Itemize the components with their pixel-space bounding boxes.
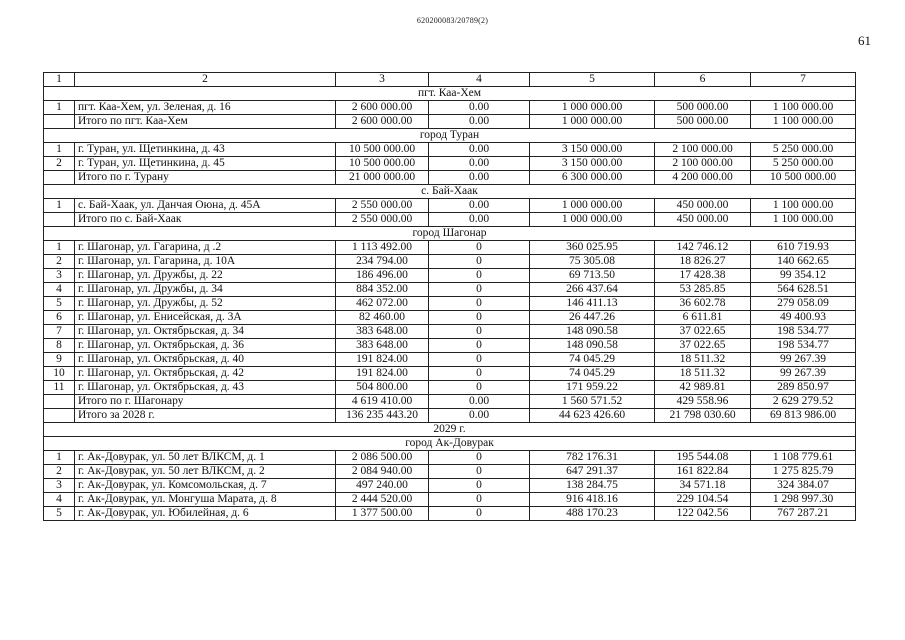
row-number-cell: 1 xyxy=(44,451,75,465)
col3-cell: 1 113 492.00 xyxy=(336,241,429,255)
header-cell: 1 xyxy=(44,73,75,87)
col6-cell: 18 511.32 xyxy=(655,367,751,381)
col3-cell: 497 240.00 xyxy=(336,479,429,493)
table-row xyxy=(44,367,856,381)
col5-cell: 916 418.16 xyxy=(530,493,655,507)
col6-cell: 53 285.85 xyxy=(655,283,751,297)
table-row xyxy=(44,283,856,297)
col4-cell: 0 xyxy=(429,381,530,395)
row-number-cell: 7 xyxy=(44,325,75,339)
table-row xyxy=(44,311,856,325)
col7-cell: 289 850.97 xyxy=(751,381,856,395)
col5-cell: 360 025.95 xyxy=(530,241,655,255)
table-row xyxy=(44,479,856,493)
table-row xyxy=(44,381,856,395)
row-number-cell: 11 xyxy=(44,381,75,395)
address-cell: г. Ак-Довурак, ул. Юбилейная, д. 6 xyxy=(75,507,336,521)
col7-cell: 564 628.51 xyxy=(751,283,856,297)
col6-cell: 195 544.08 xyxy=(655,451,751,465)
col3-cell: 136 235 443.20 xyxy=(336,409,429,423)
address-cell: г. Шагонар, ул. Гагарина, д. 10А xyxy=(75,255,336,269)
row-number-cell: 2 xyxy=(44,465,75,479)
section-row xyxy=(44,87,856,101)
col7-cell: 767 287.21 xyxy=(751,507,856,521)
address-cell: г. Туран, ул. Щетинкина, д. 45 xyxy=(75,157,336,171)
col4-cell: 0 xyxy=(429,241,530,255)
page-number: 61 xyxy=(858,33,871,48)
col6-cell: 2 100 000.00 xyxy=(655,157,751,171)
address-cell: Итого по г. Турану xyxy=(75,171,336,185)
address-cell: г. Шагонар, ул. Октябрьская, д. 42 xyxy=(75,367,336,381)
row-number-cell: 4 xyxy=(44,283,75,297)
col7-cell: 1 298 997.30 xyxy=(751,493,856,507)
col3-cell: 4 619 410.00 xyxy=(336,395,429,409)
address-cell: г. Шагонар, ул. Дружбы, д. 22 xyxy=(75,269,336,283)
row-number-cell xyxy=(44,171,75,185)
col7-cell: 99 267.39 xyxy=(751,353,856,367)
col6-cell: 4 200 000.00 xyxy=(655,171,751,185)
row-number-cell: 1 xyxy=(44,101,75,115)
section-title: город Ак-Довурак xyxy=(44,437,856,451)
col3-cell: 462 072.00 xyxy=(336,297,429,311)
col3-cell: 504 800.00 xyxy=(336,381,429,395)
section-title: пгт. Каа-Хем xyxy=(44,87,856,101)
col5-cell: 1 560 571.52 xyxy=(530,395,655,409)
col6-cell: 500 000.00 xyxy=(655,101,751,115)
col3-cell: 10 500 000.00 xyxy=(336,157,429,171)
table-row xyxy=(44,241,856,255)
address-cell: Итого по пгт. Каа-Хем xyxy=(75,115,336,129)
col5-cell: 3 150 000.00 xyxy=(530,157,655,171)
col3-cell: 82 460.00 xyxy=(336,311,429,325)
col5-cell: 148 090.58 xyxy=(530,339,655,353)
table-row xyxy=(44,171,856,185)
col7-cell: 5 250 000.00 xyxy=(751,143,856,157)
col3-cell: 2 444 520.00 xyxy=(336,493,429,507)
col7-cell: 198 534.77 xyxy=(751,325,856,339)
header-cell: 4 xyxy=(429,73,530,87)
table-row xyxy=(44,409,856,423)
col5-cell: 146 411.13 xyxy=(530,297,655,311)
table-row xyxy=(44,339,856,353)
col6-cell: 2 100 000.00 xyxy=(655,143,751,157)
col5-cell: 6 300 000.00 xyxy=(530,171,655,185)
col3-cell: 2 550 000.00 xyxy=(336,213,429,227)
col3-cell: 383 648.00 xyxy=(336,339,429,353)
address-cell: г. Шагонар, ул. Октябрьская, д. 36 xyxy=(75,339,336,353)
col5-cell: 74 045.29 xyxy=(530,367,655,381)
table-row xyxy=(44,493,856,507)
address-cell: г. Шагонар, ул. Гагарина, д .2 xyxy=(75,241,336,255)
address-cell: г. Шагонар, ул. Октябрьская, д. 34 xyxy=(75,325,336,339)
col6-cell: 37 022.65 xyxy=(655,325,751,339)
table-row xyxy=(44,143,856,157)
col3-cell: 383 648.00 xyxy=(336,325,429,339)
col6-cell: 34 571.18 xyxy=(655,479,751,493)
col3-cell: 1 377 500.00 xyxy=(336,507,429,521)
col4-cell: 0.00 xyxy=(429,143,530,157)
col7-cell: 10 500 000.00 xyxy=(751,171,856,185)
col6-cell: 142 746.12 xyxy=(655,241,751,255)
table-row xyxy=(44,507,856,521)
address-cell: пгт. Каа-Хем, ул. Зеленая, д. 16 xyxy=(75,101,336,115)
col6-cell: 229 104.54 xyxy=(655,493,751,507)
row-number-cell: 9 xyxy=(44,353,75,367)
address-cell: г. Шагонар, ул. Октябрьская, д. 43 xyxy=(75,381,336,395)
col7-cell: 69 813 986.00 xyxy=(751,409,856,423)
section-title: 2029 г. xyxy=(44,423,856,437)
row-number-cell: 6 xyxy=(44,311,75,325)
table-row xyxy=(44,353,856,367)
col5-cell: 1 000 000.00 xyxy=(530,199,655,213)
col7-cell: 2 629 279.52 xyxy=(751,395,856,409)
col3-cell: 21 000 000.00 xyxy=(336,171,429,185)
col5-cell: 74 045.29 xyxy=(530,353,655,367)
data-table xyxy=(43,72,856,521)
col4-cell: 0 xyxy=(429,353,530,367)
col7-cell: 140 662.65 xyxy=(751,255,856,269)
col3-cell: 2 084 940.00 xyxy=(336,465,429,479)
col7-cell: 49 400.93 xyxy=(751,311,856,325)
col6-cell: 161 822.84 xyxy=(655,465,751,479)
row-number-cell: 10 xyxy=(44,367,75,381)
address-cell: г. Шагонар, ул. Енисейская, д. 3А xyxy=(75,311,336,325)
col3-cell: 2 600 000.00 xyxy=(336,115,429,129)
col7-cell: 1 275 825.79 xyxy=(751,465,856,479)
col4-cell: 0.00 xyxy=(429,213,530,227)
row-number-cell: 3 xyxy=(44,269,75,283)
header-cell: 2 xyxy=(75,73,336,87)
col4-cell: 0 xyxy=(429,451,530,465)
col4-cell: 0 xyxy=(429,339,530,353)
col7-cell: 1 100 000.00 xyxy=(751,101,856,115)
col4-cell: 0.00 xyxy=(429,101,530,115)
col7-cell: 198 534.77 xyxy=(751,339,856,353)
row-number-cell xyxy=(44,213,75,227)
section-row xyxy=(44,129,856,143)
col7-cell: 5 250 000.00 xyxy=(751,157,856,171)
col6-cell: 17 428.38 xyxy=(655,269,751,283)
row-number-cell: 2 xyxy=(44,255,75,269)
section-title: с. Бай-Хаак xyxy=(44,185,856,199)
col7-cell: 99 354.12 xyxy=(751,269,856,283)
address-cell: Итого по с. Бай-Хаак xyxy=(75,213,336,227)
table-row xyxy=(44,213,856,227)
col5-cell: 148 090.58 xyxy=(530,325,655,339)
col3-cell: 2 600 000.00 xyxy=(336,101,429,115)
col4-cell: 0 xyxy=(429,493,530,507)
col5-cell: 782 176.31 xyxy=(530,451,655,465)
row-number-cell: 1 xyxy=(44,199,75,213)
col4-cell: 0 xyxy=(429,269,530,283)
address-cell: Итого за 2028 г. xyxy=(75,409,336,423)
row-number-cell: 5 xyxy=(44,297,75,311)
col7-cell: 610 719.93 xyxy=(751,241,856,255)
table-row xyxy=(44,269,856,283)
table-row xyxy=(44,199,856,213)
row-number-cell: 5 xyxy=(44,507,75,521)
table-row xyxy=(44,255,856,269)
col5-cell: 1 000 000.00 xyxy=(530,115,655,129)
address-cell: г. Ак-Довурак, ул. Монгуша Марата, д. 8 xyxy=(75,493,336,507)
col4-cell: 0.00 xyxy=(429,199,530,213)
row-number-cell: 2 xyxy=(44,157,75,171)
header-cell: 6 xyxy=(655,73,751,87)
col7-cell: 1 100 000.00 xyxy=(751,115,856,129)
row-number-cell: 4 xyxy=(44,493,75,507)
address-cell: г. Шагонар, ул. Октябрьская, д. 40 xyxy=(75,353,336,367)
row-number-cell: 3 xyxy=(44,479,75,493)
col7-cell: 1 100 000.00 xyxy=(751,199,856,213)
row-number-cell: 1 xyxy=(44,143,75,157)
col4-cell: 0.00 xyxy=(429,409,530,423)
col3-cell: 234 794.00 xyxy=(336,255,429,269)
table-row xyxy=(44,101,856,115)
col4-cell: 0 xyxy=(429,367,530,381)
section-title: город Шагонар xyxy=(44,227,856,241)
col7-cell: 324 384.07 xyxy=(751,479,856,493)
col7-cell: 1 108 779.61 xyxy=(751,451,856,465)
header-cell: 5 xyxy=(530,73,655,87)
section-row xyxy=(44,437,856,451)
col4-cell: 0 xyxy=(429,507,530,521)
col6-cell: 6 611.81 xyxy=(655,311,751,325)
section-row xyxy=(44,227,856,241)
address-cell: Итого по г. Шагонару xyxy=(75,395,336,409)
col4-cell: 0 xyxy=(429,255,530,269)
col4-cell: 0 xyxy=(429,311,530,325)
col6-cell: 37 022.65 xyxy=(655,339,751,353)
table-row xyxy=(44,157,856,171)
col5-cell: 647 291.37 xyxy=(530,465,655,479)
row-number-cell: 8 xyxy=(44,339,75,353)
col5-cell: 69 713.50 xyxy=(530,269,655,283)
row-number-cell xyxy=(44,115,75,129)
table-row xyxy=(44,451,856,465)
row-number-cell xyxy=(44,409,75,423)
col5-cell: 26 447.26 xyxy=(530,311,655,325)
col5-cell: 75 305.08 xyxy=(530,255,655,269)
row-number-cell xyxy=(44,395,75,409)
col4-cell: 0 xyxy=(429,297,530,311)
col3-cell: 186 496.00 xyxy=(336,269,429,283)
col6-cell: 500 000.00 xyxy=(655,115,751,129)
col4-cell: 0.00 xyxy=(429,115,530,129)
address-cell: г. Шагонар, ул. Дружбы, д. 52 xyxy=(75,297,336,311)
col3-cell: 10 500 000.00 xyxy=(336,143,429,157)
table-row xyxy=(44,465,856,479)
header-row xyxy=(44,73,856,87)
col6-cell: 122 042.56 xyxy=(655,507,751,521)
col4-cell: 0.00 xyxy=(429,395,530,409)
col7-cell: 279 058.09 xyxy=(751,297,856,311)
col4-cell: 0.00 xyxy=(429,171,530,185)
col4-cell: 0 xyxy=(429,465,530,479)
header-cell: 7 xyxy=(751,73,856,87)
col3-cell: 191 824.00 xyxy=(336,353,429,367)
document-id: 620200083/20789(2) xyxy=(416,16,489,25)
table-row xyxy=(44,297,856,311)
col4-cell: 0 xyxy=(429,283,530,297)
col3-cell: 884 352.00 xyxy=(336,283,429,297)
table-row xyxy=(44,115,856,129)
col4-cell: 0.00 xyxy=(429,157,530,171)
col6-cell: 450 000.00 xyxy=(655,199,751,213)
col5-cell: 171 959.22 xyxy=(530,381,655,395)
header-cell: 3 xyxy=(336,73,429,87)
address-cell: г. Ак-Довурак, ул. 50 лет ВЛКСМ, д. 2 xyxy=(75,465,336,479)
section-row xyxy=(44,185,856,199)
row-number-cell: 1 xyxy=(44,241,75,255)
address-cell: г. Ак-Довурак, ул. 50 лет ВЛКСМ, д. 1 xyxy=(75,451,336,465)
col5-cell: 266 437.64 xyxy=(530,283,655,297)
col4-cell: 0 xyxy=(429,325,530,339)
col5-cell: 138 284.75 xyxy=(530,479,655,493)
col6-cell: 450 000.00 xyxy=(655,213,751,227)
col6-cell: 18 826.27 xyxy=(655,255,751,269)
col4-cell: 0 xyxy=(429,479,530,493)
col6-cell: 36 602.78 xyxy=(655,297,751,311)
section-title: город Туран xyxy=(44,129,856,143)
col5-cell: 44 623 426.60 xyxy=(530,409,655,423)
col3-cell: 191 824.00 xyxy=(336,367,429,381)
address-cell: г. Шагонар, ул. Дружбы, д. 34 xyxy=(75,283,336,297)
col5-cell: 3 150 000.00 xyxy=(530,143,655,157)
col6-cell: 42 989.81 xyxy=(655,381,751,395)
address-cell: г. Туран, ул. Щетинкина, д. 43 xyxy=(75,143,336,157)
col7-cell: 1 100 000.00 xyxy=(751,213,856,227)
col7-cell: 99 267.39 xyxy=(751,367,856,381)
address-cell: г. Ак-Довурак, ул. Комсомольская, д. 7 xyxy=(75,479,336,493)
col6-cell: 18 511.32 xyxy=(655,353,751,367)
col3-cell: 2 550 000.00 xyxy=(336,199,429,213)
table-row xyxy=(44,325,856,339)
col5-cell: 1 000 000.00 xyxy=(530,101,655,115)
section-row xyxy=(44,423,856,437)
col6-cell: 429 558.96 xyxy=(655,395,751,409)
col5-cell: 488 170.23 xyxy=(530,507,655,521)
table-row xyxy=(44,395,856,409)
col5-cell: 1 000 000.00 xyxy=(530,213,655,227)
col6-cell: 21 798 030.60 xyxy=(655,409,751,423)
address-cell: с. Бай-Хаак, ул. Данчая Оюна, д. 45А xyxy=(75,199,336,213)
col3-cell: 2 086 500.00 xyxy=(336,451,429,465)
